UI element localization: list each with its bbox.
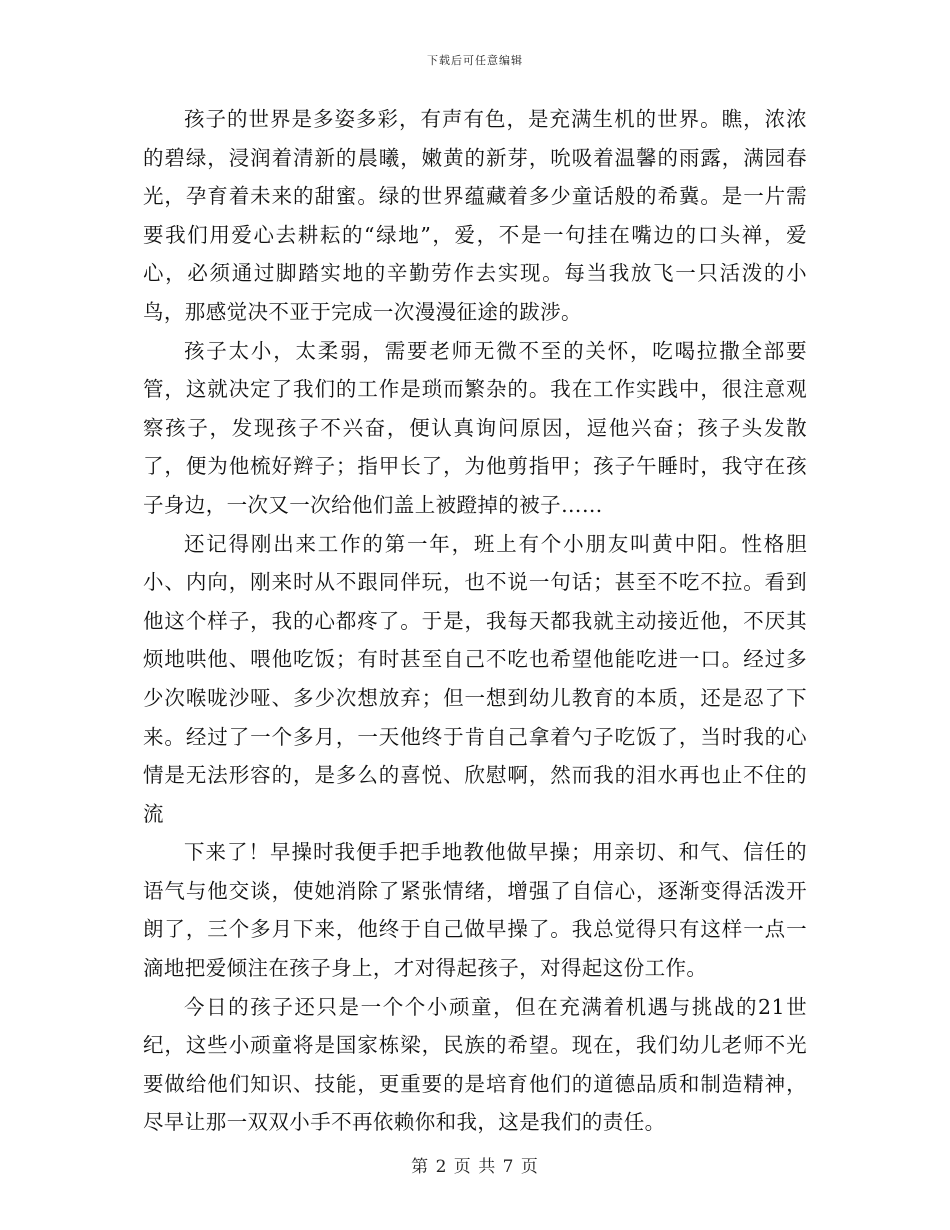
paragraph-1: 孩子的世界是多姿多彩，有声有色，是充满生机的世界。瞧，浓浓的碧绿，浸润着清新的晨曦，嫩黄的新芽，吮吸着温馨的雨露，满园春光，孕育着未来的甜蜜。绿的世界蕴藏着多少童话般的希冀。是一片需要我们用爱心去耕耘的“绿地”，爱，不是一句挂在嘴边的口头禅，爱心，必须通过脚踏实地的辛勤劳作去实现。每当我放飞一只活泼的小鸟，那感觉决不亚于完成一次漫漫征途的跋涉。: [143, 107, 807, 324]
paragraph-2: 孩子太小，太柔弱，需要老师无微不至的关怀，吃喝拉撒全部要管，这就决定了我们的工作是琐而繁杂的。我在工作实践中，很注意观察孩子，发现孩子不兴奋，便认真询问原因，逗他兴奋；孩子头发散了，便为他梳好辫子；指甲长了，为他剪指甲；孩子午睡时，我守在孩子身边，一次又一次给他们盖上被蹬掉的被子……: [143, 338, 807, 517]
page-header: 下载后可任意编辑: [427, 54, 523, 67]
paragraph-3: 还记得刚出来工作的第一年，班上有个小朋友叫黄中阳。性格胆小、内向，刚来时从不跟同伴玩，也不说一句话；甚至不吃不拉。看到他这个样子，我的心都疼了。于是，我每天都我就主动接近他，不厌其烦地哄他、喂他吃饭；有时甚至自己不吃也希望他能吃进一口。经过多少次喉咙沙哑、多少次想放弃；但一想到幼儿教育的本质，还是忍了下来。经过了一个多月，一天他终于肯自己拿着勺子吃饭了，当时我的心情是无法形容的，是多么的喜悦、欣慰啊，然而我的泪水再也止不住的流: [143, 531, 807, 826]
document-body: [143, 100, 807, 1142]
paragraph-4: 下来了！早操时我便手把手地教他做早操；用亲切、和气、信任的语气与他交谈，使她消除了紧张情绪，增强了自信心，逐渐变得活泼开朗了，三个多月下来，他终于自己做早操了。我总觉得只有这样一点一滴地把爱倾注在孩子身上，才对得起孩子，对得起这份工作。: [143, 840, 807, 981]
paragraph-5: 今日的孩子还只是一个个小顽童，但在充满着机遇与挑战的21世纪，这些小顽童将是国家栋梁，民族的希望。现在，我们幼儿老师不光要做给他们知识、技能，更重要的是培育他们的道德品质和制造精神，尽早让那一双双小手不再依赖你和我，这是我们的责任。: [143, 994, 807, 1135]
page-number-footer: 第 2 页 共 7 页: [411, 1157, 539, 1177]
